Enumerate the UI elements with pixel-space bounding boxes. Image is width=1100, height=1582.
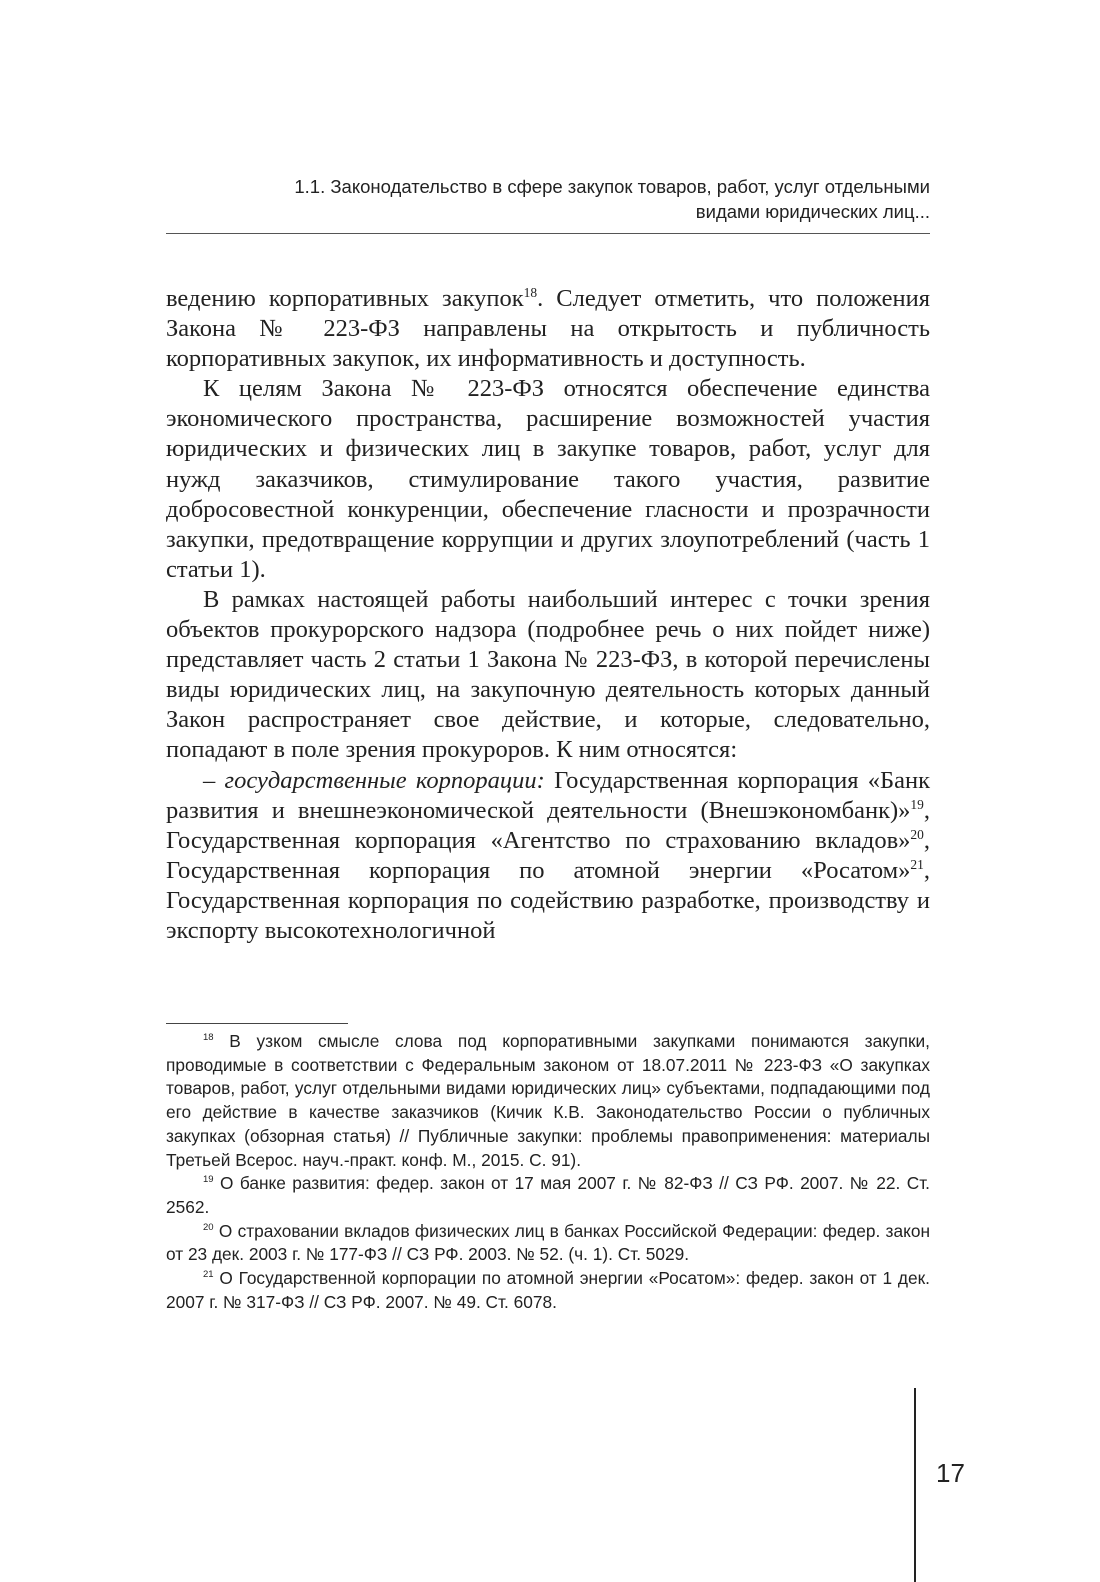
footnote-text: О Государственной корпорации по атомной энергии «Росатом»: федер. закон от 1 дек. 2007 г. № 317-ФЗ // СЗ РФ. 2007. № 49. Ст. 6078. [166,1268,930,1312]
running-head-line-1: 1.1. Законодательство в сфере закупок товаров, работ, услуг отдельными [294,176,930,197]
footnotes-divider [166,1023,348,1024]
footnote-20 [166,1220,930,1267]
paragraph-1-text-a: ведению корпоративных закупок [166,285,524,312]
list-item-text-b: , Государственная корпорация «Агентство по страхованию вкладов» [166,796,930,854]
running-head-line-2: видами юридических лиц... [695,201,930,222]
list-item-text-c: , Государственная корпорация по атомной энергии «Росатом» [166,826,930,884]
main-text [166,284,930,946]
page-number-rule [914,1388,916,1582]
paragraph-2: К целям Закона № 223-ФЗ относятся обеспечение единства экономического пространства, расширение возможностей участия юридических и физических лиц в закупке товаров, работ, услуг для нужд заказчиков, стимулирование такого участия, развитие добросовестной конкуренции, обеспечение гласности и прозрачности закупки, предотвращение коррупции и других злоупотреблений (часть 1 статьи 1). [166,375,930,583]
footnotes [166,1030,930,1314]
footnote-ref-18[interactable]: 18 [523,284,538,300]
list-item-text-a: Государственная корпорация «Банк развития и внешнеэкономической деятельности (Внешэкономбанк)» [166,766,931,824]
footnote-number: 21 [203,1269,214,1281]
footnote-18 [166,1030,930,1172]
footnote-text: О банке развития: федер. закон от 17 мая 2007 г. № 82-ФЗ // СЗ РФ. 2007. № 22. Ст. 2562. [166,1173,930,1217]
footnote-text: О страховании вкладов физических лиц в банках Российской Федерации: федер. закон от 23 дек. 2003 г. № 177-ФЗ // СЗ РФ. 2003. № 52. (ч. 1). Ст. 5029. [166,1220,930,1265]
footnote-number: 20 [203,1221,214,1233]
paragraph-3: В рамках настоящей работы наибольший интерес с точки зрения объектов прокурорского надзора (подробнее речь о них пойдет ниже) представляет часть 2 статьи 1 Закона № 223-ФЗ, в которой перечислены виды юридических лиц, на закупочную деятельность которых данный Закон распространяет свое действие, и которые, следовательно, попадают в поле зрения прокуроров. К ним относятся: [166,585,930,764]
paragraph-1 [166,284,930,374]
footnote-ref-20[interactable]: 20 [910,826,924,842]
paragraph-1-text-b: . Следует отметить, что положения Закона № 223-ФЗ направлены на открытость и публичность корпоративных закупок, их информативность и доступность. [166,285,930,373]
list-item-lead: государственные корпорации: [224,766,545,794]
footnote-number: 18 [203,1032,214,1044]
header-divider [166,233,930,234]
list-item-state-corporations [166,766,930,947]
footnote-21 [166,1267,930,1314]
footnote-ref-19[interactable]: 19 [910,796,924,812]
footnote-number: 19 [203,1174,214,1186]
page-number: 17 [936,1458,965,1488]
footnote-ref-21[interactable]: 21 [910,856,924,872]
list-dash: – [203,766,216,794]
running-head [166,174,930,224]
footnote-text: В узком смысле слова под корпоративными закупками понимаются закупки, проводимые в соответствии с Федеральным законом от 18.07.2011 № 223-ФЗ «О закупках товаров, работ, услуг отдельными видами юридических лиц» субъектами, подпадающими под его действие в качестве заказчиков (Кичик К.В. Законодательство России о публичных закупках (обзорная статья) // Публичные закупки: проблемы правоприменения: материалы Третьей Всерос. науч.-практ. конф. М., 2015. С. 91). [166,1031,930,1170]
list-item-text-d: , Государственная корпорация по содействию разработке, производству и экспорту высокотехнологичной [166,856,930,944]
footnote-19 [166,1172,930,1219]
